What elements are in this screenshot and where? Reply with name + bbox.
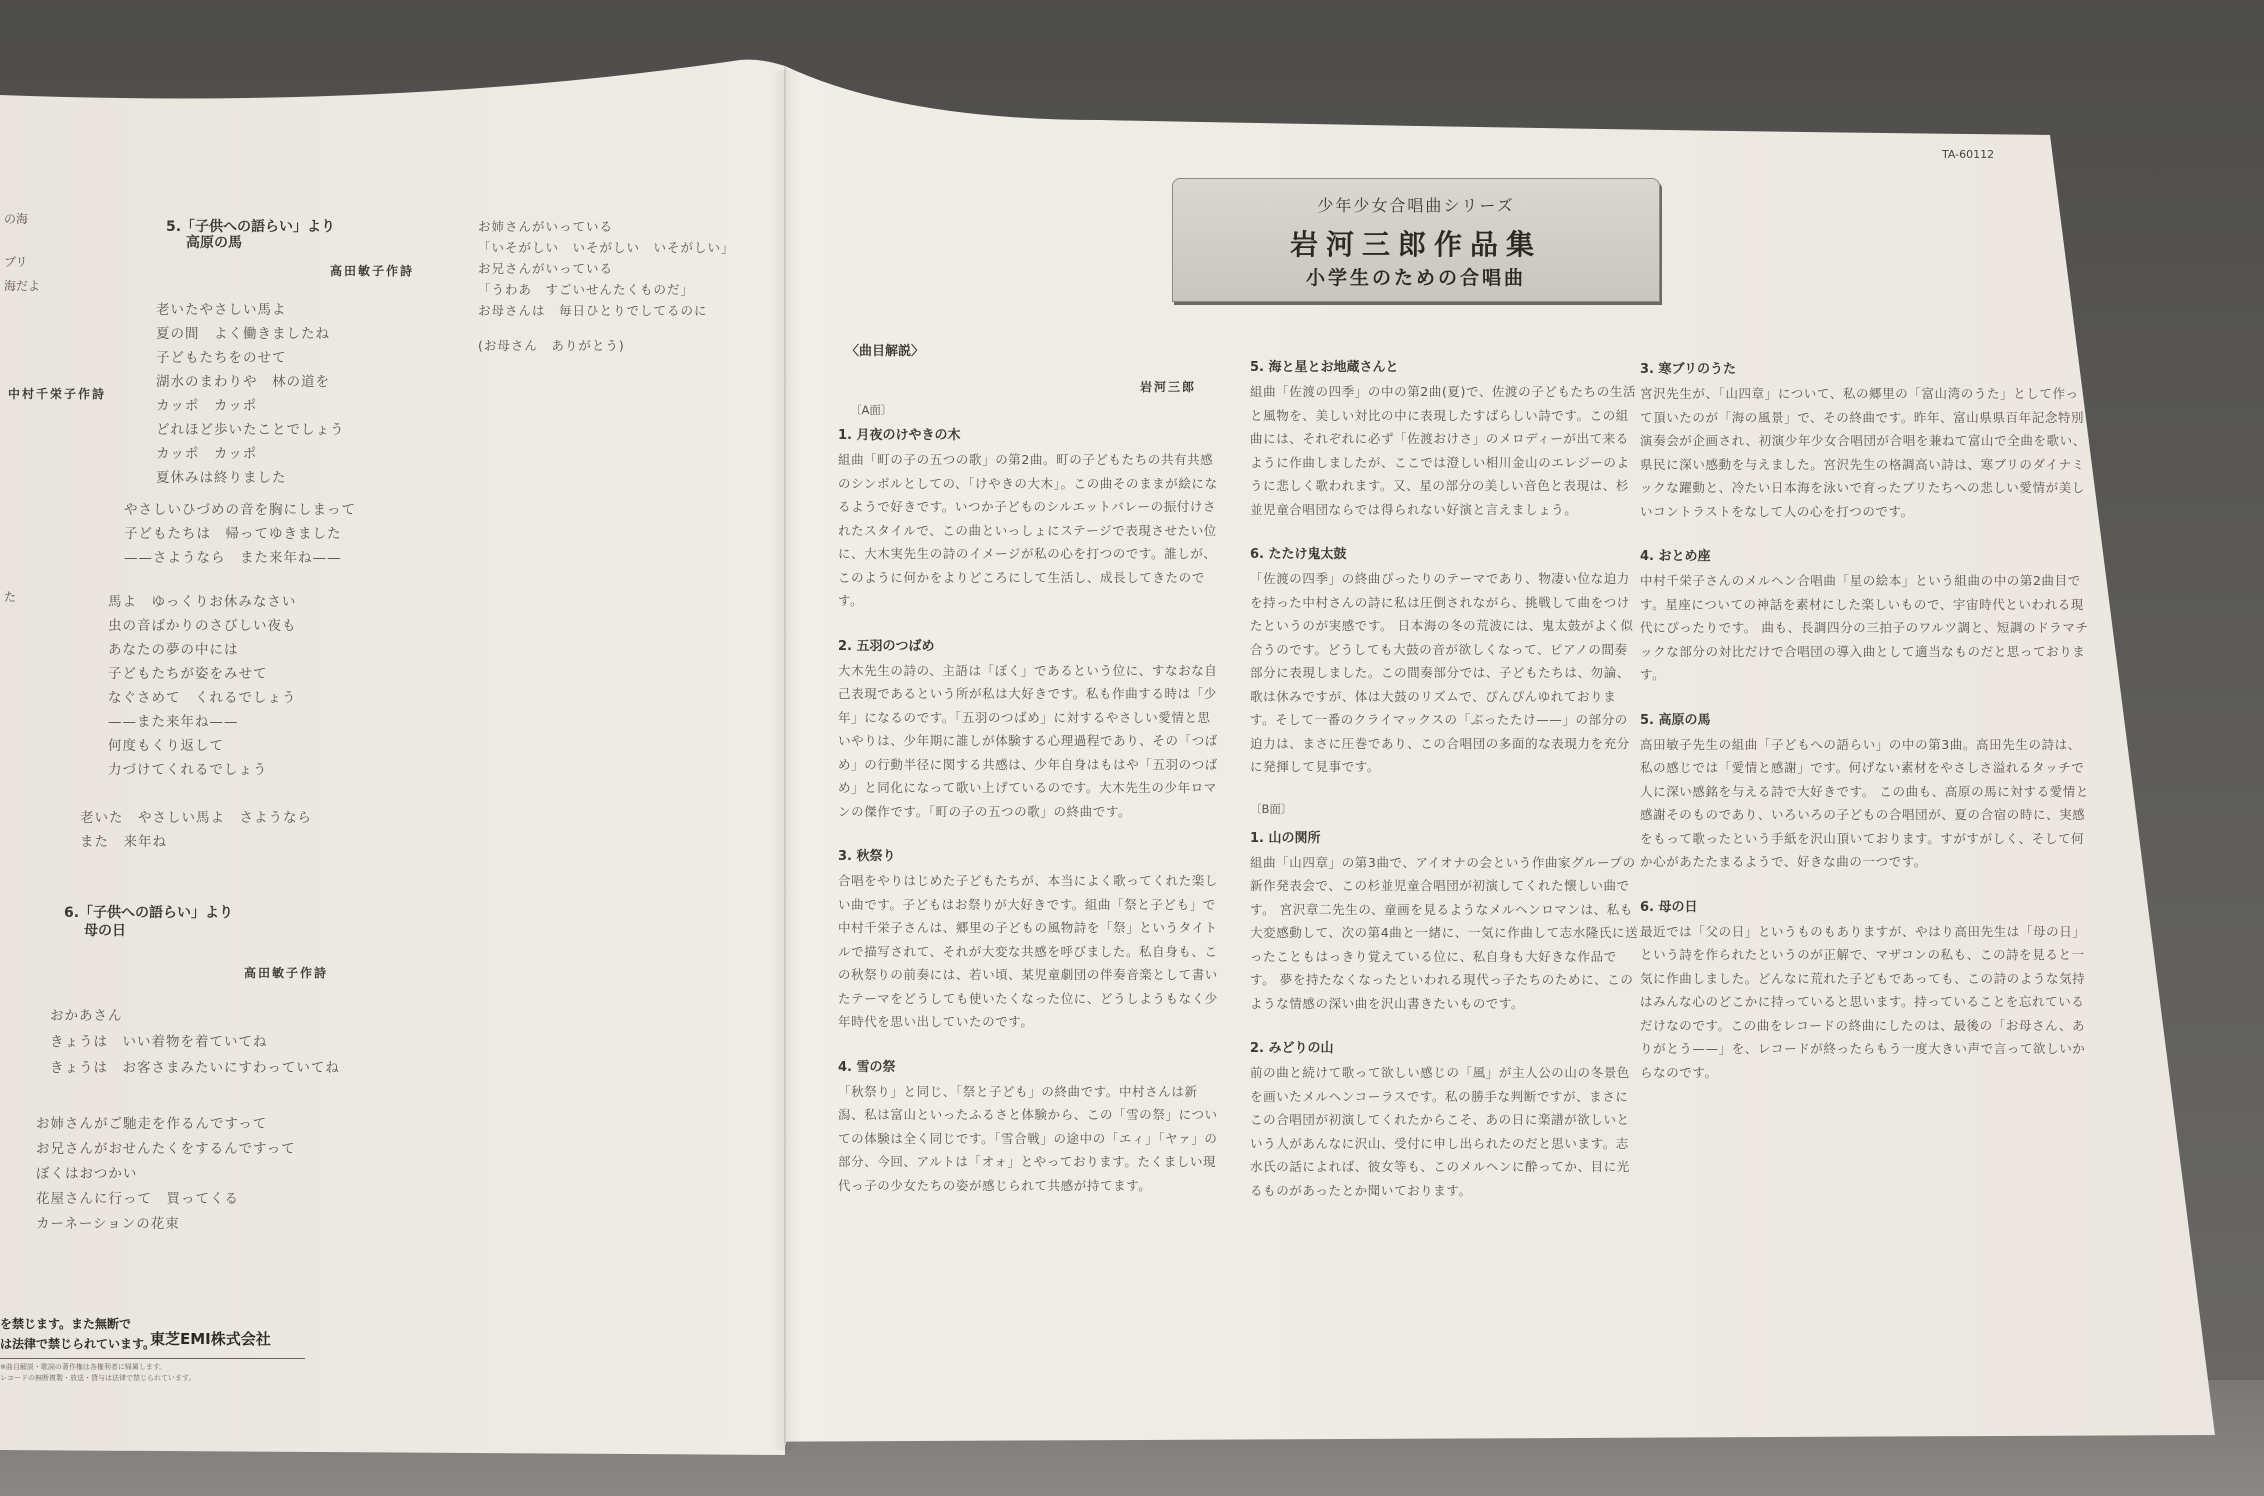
commentary-column-2 xyxy=(1250,356,1640,1224)
copyright-line: を禁じます。また無断で xyxy=(0,1317,132,1331)
entry-title: 5. 高原の馬 xyxy=(1640,712,1711,728)
copyright-line: は法律で禁じられています。 xyxy=(0,1337,156,1351)
fine-print-line: レコードの無断複製・放送・貸与は法律で禁じられています。 xyxy=(0,1374,196,1382)
commentary-entry xyxy=(1250,1037,1640,1202)
lyric-line: 花屋さんに行って 買ってくる xyxy=(36,1191,239,1207)
entry-body: 最近では「父の日」というものもありますが、やはり高田先生は「母の日」という詩を作られたというのが正解で、マザコンの私も、この詩を見ると一気に作曲しました。どんなに荒れた子どもであっても、この詩のような気持はみんな心のどこかに持っていると思います。持っていることを忘れているだけなのです。この曲をレコードの終曲にしたのは、最後の「お母さん、ありがとう——」を、レコードが終ったらもう一度大きい声で言って欲しいからなのです。 xyxy=(1640,923,2086,1080)
lyric-line: どれほど歩いたことでしょう xyxy=(156,422,345,438)
fragment-text: の海 xyxy=(4,212,29,226)
song5-lyrics-stanza4 xyxy=(80,806,312,854)
lyric-line: 湖水のまわりや 林の道を xyxy=(156,374,330,390)
lyric-line: 虫の音ばかりのさびしい夜も xyxy=(108,618,297,634)
song6-author: 高田敏子作詩 xyxy=(244,966,329,980)
entry-body: 中村千栄子さんのメルヘン合唱曲「星の絵本」という組曲の中の第2曲目です。星座についての神話を素材にした楽しいもので、宇宙時代といわれる現代にぴったりです。 曲も、長調四分の三拍子のワルツ調と、短調のドラマチックな部分の対比だけで合唱団の導入曲として適当なものだと思っております。 xyxy=(1640,573,2089,682)
entry-title: 5. 海と星とお地蔵さんと xyxy=(1250,360,1399,375)
lyric-line: カーネーションの花束 xyxy=(36,1216,180,1232)
song5-title: 高原の馬 xyxy=(186,235,242,251)
lyric-line: カッポ カッポ xyxy=(156,398,258,414)
commentary-entry xyxy=(1640,896,2090,1085)
entry-title: 2. 五羽のつばめ xyxy=(838,638,935,654)
commentary-entry xyxy=(1640,709,2090,874)
lyric-line: お姉さんがいっている xyxy=(478,219,614,234)
lyric-line: 子どもたちが姿をみせて xyxy=(108,666,268,682)
commentary-entry xyxy=(1250,543,1640,779)
lyric-line: きょうは お客さまみたいにすわっていてね xyxy=(50,1060,340,1076)
entry-title: 4. おとめ座 xyxy=(1640,549,1711,564)
lyric-line: 老いた やさしい馬よ さようなら xyxy=(80,810,312,826)
album-title: 岩河三郎作品集 xyxy=(1289,228,1542,261)
side-a-label: 〔A面〕 xyxy=(850,403,893,417)
fold-shadow xyxy=(770,70,800,1450)
lyric-line: 何度もくり返して xyxy=(108,738,224,754)
title-box xyxy=(1172,178,1660,302)
fragment-text: た xyxy=(4,590,17,604)
entry-body: 宮沢先生が、「山四章」について、私の郷里の「富山湾のうた」として作って頂いたのが「海の風景」で、その終曲です。昨年、富山県県百年記念特別演奏会が企画され、初演少年少女合唱団が合唱を兼ねて富山で全曲を歌い、県民に深い感動を与えました。宮沢先生の格調高い詩は、寒ブリのダイナミックな躍動と、冷たい日本海を泳いで育ったブリたちへの悲しい愛情が美しいコントラストをなして人の心を打つのです。 xyxy=(1640,386,2086,519)
commentary-entry xyxy=(1640,545,2090,687)
series-title: 少年少女合唱曲シリーズ xyxy=(1317,196,1515,215)
commentary-heading: 〈曲目解説〉 xyxy=(846,344,925,359)
lyric-line: ぼくはおつかい xyxy=(36,1166,138,1182)
entry-body: 組曲「町の子の五つの歌」の第2曲。町の子どもたちの共有共感のシンボルとしての、「けやきの大木」。この曲そのままが絵になるようで好きです。いつか子どものシルエットバレーの振付けされたスタイルで、この曲といっしょにステージで表現させたい位に、大木実先生の詩のイメージが私の心を打つのです。誰しが、このように何かをよりどころにして生活し、成長してきたのです。 xyxy=(838,452,1218,608)
lyric-line: きょうは いい着物を着ていてね xyxy=(50,1034,268,1050)
lyric-line: (お母さん ありがとう) xyxy=(478,338,625,353)
company-name: 東芝EMI株式会社 xyxy=(150,1330,271,1348)
song-continued-lyrics xyxy=(478,216,735,370)
commentary-author: 岩河三郎 xyxy=(1140,380,1197,394)
entry-title: 6. たたけ鬼太鼓 xyxy=(1250,547,1347,562)
commentary-entry xyxy=(838,424,1218,613)
entry-body: 高田敏子先生の組曲「子どもへの語らい」の中の第3曲。高田先生の詩は、私の感じでは「愛情と感謝」です。何げない素材をやさしさ溢れるタッチで人に深い感銘を与える詩で大好きです。 この曲も、高原の馬に対する愛情と感謝そのものであり、いろいろの子どもの合唱団が、夏の合宿の時に、実感をもって歌ったという手紙を沢山頂いております。すがすがしく、そして何か心があたたまるようで、好きな曲の一つです。 xyxy=(1640,736,2089,869)
lyric-line: ——さようなら また来年ね—— xyxy=(124,550,342,566)
entry-title: 4. 雪の祭 xyxy=(838,1059,896,1075)
entry-title: 3. 秋祭り xyxy=(838,849,896,864)
entry-body: 組曲「佐渡の四季」の中の第2曲(夏)で、佐渡の子どもたちの生活と風物を、美しい対比の中に表現したすばらしい詩です。この組曲には、それぞれに必ず「佐渡おけさ」のメロディーが出て来るように作曲しましたが、ここでは澄しい相川金山のエレジーのように悲しく歌われます。又、星の部分の美しい音色と表現は、杉並児童合唱団ならでは得られない好演と言えましょう。 xyxy=(1250,384,1637,517)
song5-lyrics-stanza3 xyxy=(108,590,297,782)
entry-body: 組曲「山四章」の第3曲で、アイオナの会という作曲家グループの新作発表会で、この杉並児童合唱団が初演してくれた懐しい曲です。 宮沢章二先生の、童画を見るようなメルヘンロマンは、私も大変感動して、次の第4曲と一緒に、一気に作曲して志水隆氏に送ったこともはっきり覚えている位に、私自身も大好きな作品です。 夢を持たなくなったといわれる現代っ子たちのために、このような情感の深い曲を沢山書きたいものです。 xyxy=(1250,854,1639,1011)
copyright-notice xyxy=(0,1314,155,1354)
footer-divider xyxy=(0,1358,305,1359)
song5-author: 高田敏子作詩 xyxy=(330,264,415,278)
lyric-line: カッポ カッポ xyxy=(156,446,258,462)
commentary-entry xyxy=(1250,827,1640,1016)
lyric-line: 「うわあ すごいせんたくものだ」 xyxy=(478,282,695,297)
lyric-line: お兄さんがいっている xyxy=(478,261,614,276)
entry-title: 1. 月夜のけやきの木 xyxy=(838,428,961,443)
entry-title: 6. 母の日 xyxy=(1640,899,1698,915)
side-b-label: 〔B面〕 xyxy=(1250,801,1293,816)
entry-title: 1. 山の関所 xyxy=(1250,830,1321,846)
entry-body: 前の曲と続けて歌って欲しい感じの「風」が主人公の山の冬景色を画いたメルヘンコーラスです。私の勝手な判断ですが、まさにこの合唱団が初演してくれたからこそ、あの日に楽譜が欲しいという人があんなに沢山、受付に申し出られたのだと思います。志水氏の話によれば、彼女等も、このメルヘンに酔ってか、目に光るものがあったとか聞いております。 xyxy=(1250,1065,1630,1198)
fragment-text: ブリ xyxy=(4,255,28,269)
song5-lyrics-stanza2 xyxy=(124,498,356,570)
lyric-line: お母さんは 毎日ひとりでしてるのに xyxy=(478,303,708,318)
song6-title: 母の日 xyxy=(84,923,126,939)
lyric-line: 老いたやさしい馬よ xyxy=(156,302,287,318)
lyric-line: 子どもたちは 帰ってゆきました xyxy=(124,526,342,542)
commentary-entry xyxy=(1640,358,2090,523)
entry-body: 「佐渡の四季」の終曲ぴったりのテーマであり、物凄い位な迫力を持った中村さんの詩に私は圧倒されながら、挑戦して曲をつけたというのが実感です。 日本海の冬の荒波には、鬼太鼓がよく似合うのです。どうしても大鼓の音が欲しくなって、ピアノの間奏部分に表現しました。この間奏部分では、子どもたちは、勿論、歌は休みですが、体は大鼓のリズムで、ぴんぴんゆれております。そして一番のクライマックスの「ぶったたけ——」の部分の迫力は、まさに圧巻であり、この合唱団の多面的な表現力を充分に発揮して見事です。 xyxy=(1250,571,1634,774)
lyric-line: なぐさめて くれるでしょう xyxy=(108,690,297,706)
catalog-number: TA-60112 xyxy=(1942,148,1995,161)
lyric-line: あなたの夢の中には xyxy=(108,642,239,658)
lyric-line: お兄さんがおせんたくをするんですって xyxy=(36,1141,296,1157)
entry-title: 2. みどりの山 xyxy=(1250,1041,1334,1056)
commentary-entry xyxy=(838,635,1218,824)
lyric-line: やさしいひづめの音を胸にしまって xyxy=(124,502,356,518)
song5-number: 5.「子供への語らい」より xyxy=(166,219,336,235)
album-subtitle: 小学生のための合唱曲 xyxy=(1305,267,1526,289)
commentary-column-1 xyxy=(838,424,1218,1219)
song6-lyrics-stanza2 xyxy=(36,1112,296,1237)
song6-number: 6.「子供への語らい」より xyxy=(64,905,234,921)
fragment-text: 海だよ xyxy=(4,279,41,293)
lyric-line: 馬よ ゆっくりお休みなさい xyxy=(108,594,297,610)
fragment-author: 中村千栄子作詩 xyxy=(8,387,107,401)
lyric-line: 力づけてくれるでしょう xyxy=(108,762,268,778)
lyric-line: また 来年ね xyxy=(80,834,167,850)
lyric-line: おかあさん xyxy=(50,1008,123,1024)
commentary-column-3 xyxy=(1640,358,2090,1106)
song6-lyrics-stanza1 xyxy=(50,1004,340,1082)
fine-print xyxy=(0,1362,195,1384)
fine-print-line: ※曲目解説・歌詞の著作権は各権利者に帰属します。 xyxy=(0,1363,167,1371)
lyric-line: 子どもたちをのせて xyxy=(156,350,287,366)
commentary-entry xyxy=(838,845,1218,1034)
lyric-line: お姉さんがご馳走を作るんですって xyxy=(36,1116,268,1132)
entry-body: 「秋祭り」と同じ、「祭と子ども」の終曲です。中村さんは新潟、私は富山といったふるさと体験から、この「雪の祭」についての体験は全く同じです。「雪合戦」の途中の「エィ」「ヤァ」の部分、今回、アルトは「オォ」とやっております。たくましい現代っ子の少女たちの姿が感じられて共感が持てます。 xyxy=(838,1083,1218,1193)
lyric-line: 「いそがしい いそがしい いそがしい」 xyxy=(478,240,735,255)
lyric-line: 夏の間 よく働きましたね xyxy=(156,326,330,342)
lyric-line: 夏休みは終りました xyxy=(156,470,287,486)
song5-lyrics-stanza1 xyxy=(156,298,345,490)
entry-body: 合唱をやりはじめた子どもたちが、本当によく歌ってくれた楽しい曲です。子どもはお祭りが大好きです。組曲「祭と子ども」で中村千栄子さんは、郷里の子どもの風物詩を「祭」というタイトルで描写されて、それが大変な共感を呼びました。私自身も、この秋祭りの前奏には、若い頃、某児童劇団の伴奏音楽として書いたテーマをどうしても使いたくなった位に、どうしようもなく少年時代を思い出していたのです。 xyxy=(838,873,1218,1029)
commentary-entry xyxy=(838,1056,1218,1198)
commentary-entry xyxy=(1250,356,1640,521)
lyric-line: ——また来年ね—— xyxy=(108,714,239,730)
entry-title: 3. 寒ブリのうた xyxy=(1640,362,1736,377)
entry-body: 大木先生の詩の、主語は「ぼく」であるという位に、すなおな自己表現であるという所が私は大好きです。私も作曲する時は「少年」になるのです。「五羽のつばめ」に対するやさしい愛情と思いやりは、少年期に誰しが体験する心理過程であり、その「つばめ」の行動半径に関する共感は、少年自身はもはや「五羽のつばめ」と同化になって歌い上げているのです。大木先生の少年ロマンの傑作です。「町の子の五つの歌」の終曲です。 xyxy=(838,662,1218,819)
